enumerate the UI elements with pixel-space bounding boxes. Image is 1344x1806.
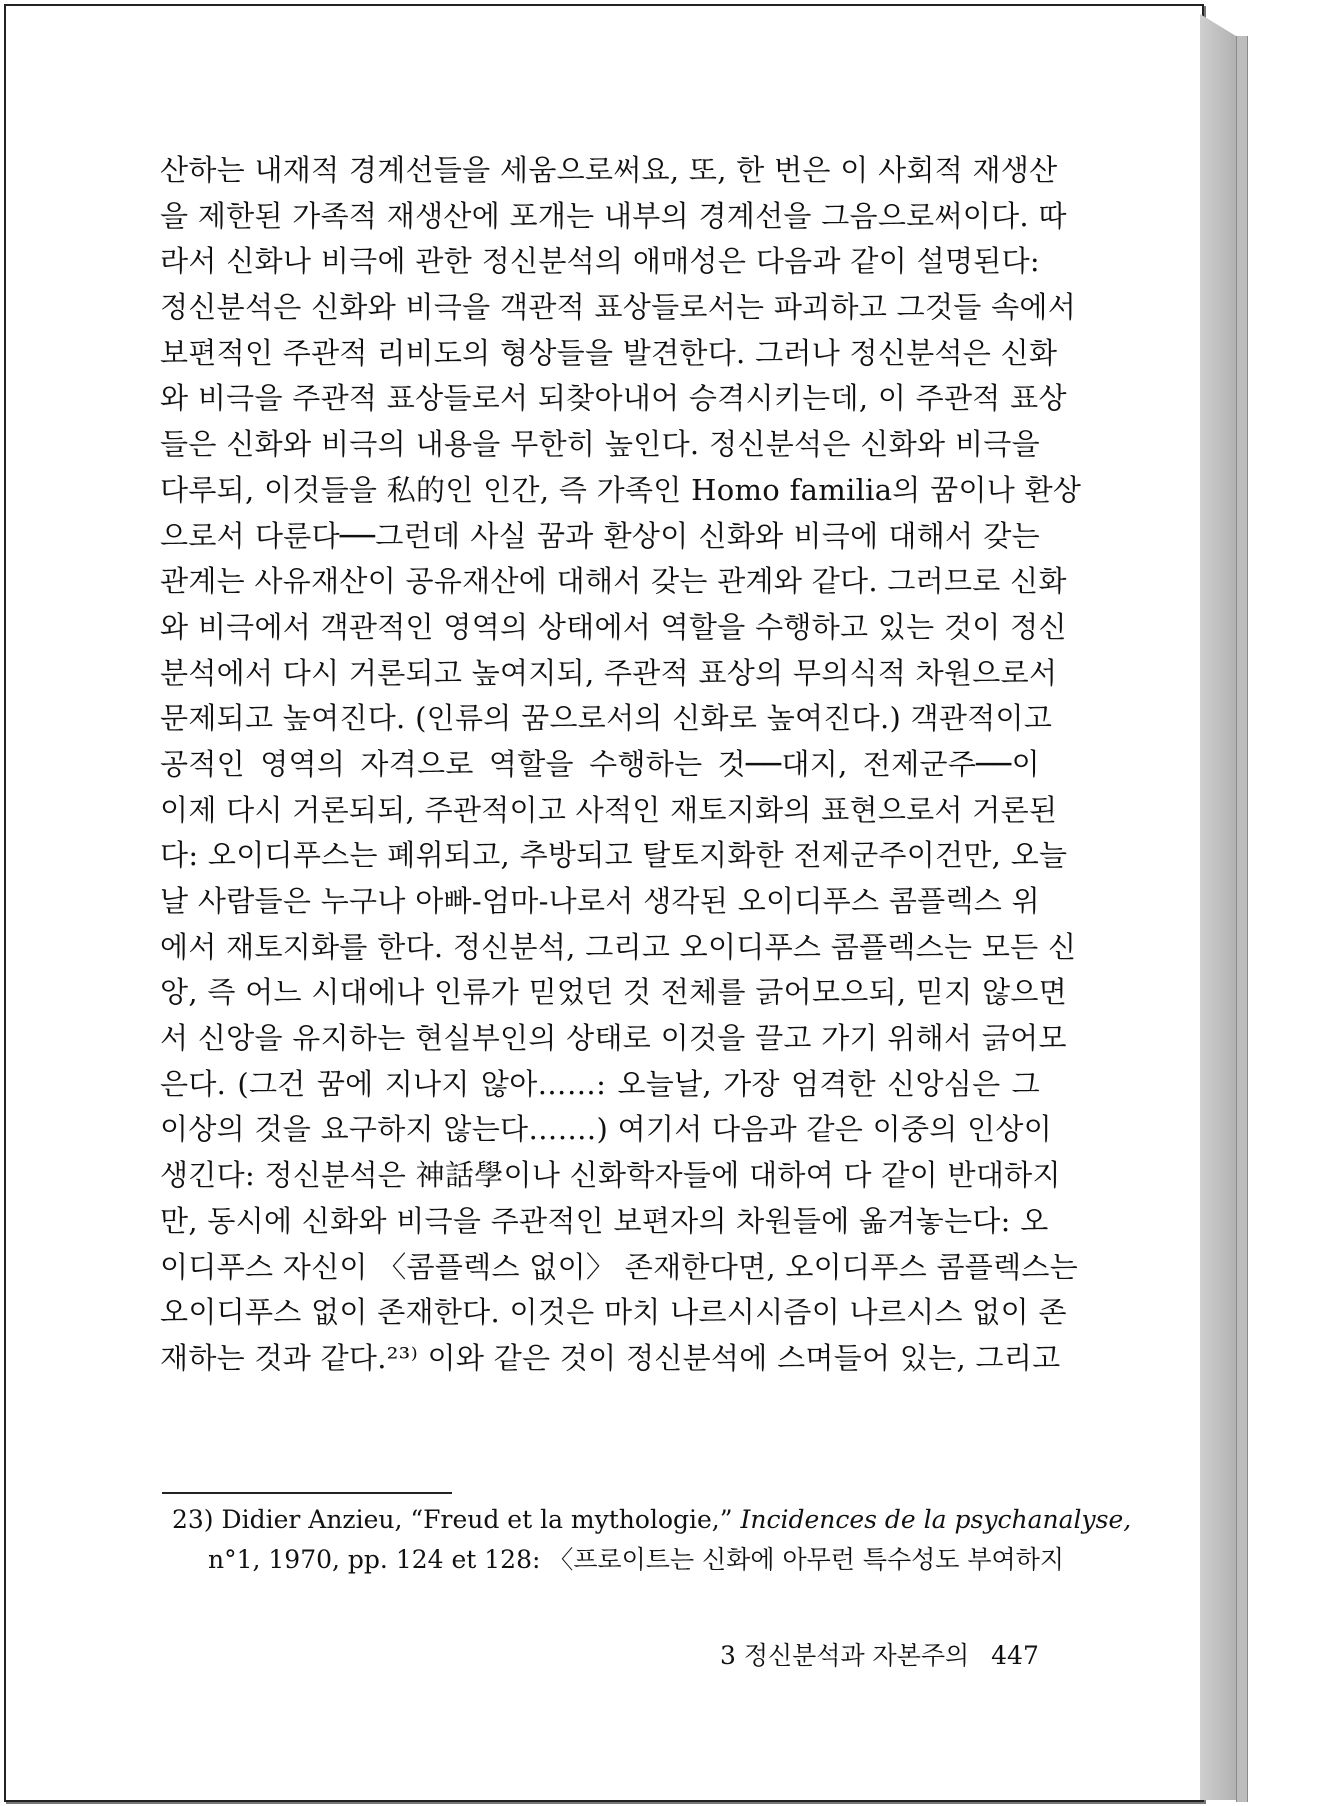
running-footer [720, 1636, 1039, 1672]
book-edge-shadow [1236, 36, 1248, 1802]
body-line: 보편적인 주관적 리비도의 형상들을 발견한다. 그러나 정신분석은 신화 [160, 335, 1058, 370]
footnote-number: 23) [172, 1505, 214, 1534]
body-line: 생긴다: 정신분석은 神話學이나 신화학자들에 대하여 다 같이 반대하지 [160, 1158, 1061, 1193]
body-line: 이디푸스 자신이 〈콤플렉스 없이〉 존재한다면, 오이디푸스 콤플렉스는 [160, 1249, 1079, 1284]
body-line: 와 비극에서 객관적인 영역의 상태에서 역할을 수행하고 있는 것이 정신 [160, 609, 1067, 644]
body-line: 재하는 것과 같다.²³⁾ 이와 같은 것이 정신분석에 스며들어 있는, 그리고 [160, 1340, 1061, 1375]
body-line: 라서 신화나 비극에 관한 정신분석의 애매성은 다음과 같이 설명된다: [160, 244, 1040, 279]
body-line: 은다. (그건 꿈에 지나지 않아……: 오늘날, 가장 엄격한 신앙심은 그 [160, 1066, 1040, 1101]
body-line: 공적인 영역의 자격으로 역할을 수행하는 것──대지, 전제군주──이 [160, 746, 1040, 781]
page-number: 447 [991, 1641, 1039, 1670]
body-line: 정신분석은 신화와 비극을 객관적 표상들로서는 파괴하고 그것들 속에서 [160, 290, 1077, 325]
body-line: 다: 오이디푸스는 폐위되고, 추방되고 탈토지화한 전제군주이건만, 오늘 [160, 838, 1068, 873]
body-line: 으로서 다룬다──그런데 사실 꿈과 환상이 신화와 비극에 대해서 갖는 [160, 518, 1040, 553]
book-edge [1200, 14, 1260, 1800]
body-line: 들은 신화와 비극의 내용을 무한히 높인다. 정신분석은 신화와 비극을 [160, 427, 1040, 462]
body-line: 문제되고 높여진다. (인류의 꿈으로서의 신화로 높여진다.) 객관적이고 [160, 701, 1053, 736]
body-line: 분석에서 다시 거론되고 높여지되, 주관적 표상의 무의식적 차원으로서 [160, 655, 1058, 690]
body-line: 이제 다시 거론되되, 주관적이고 사적인 재토지화의 표현으로서 거론된 [160, 792, 1058, 827]
footnote-line: n°1, 1970, pp. 124 et 128: 〈프로이트는 신화에 아무런 특수성도 부여하지 [208, 1545, 1064, 1574]
body-line: 날 사람들은 누구나 아빠-엄마-나로서 생각된 오이디푸스 콤플렉스 위 [160, 884, 1040, 918]
body-line: 서 신앙을 유지하는 현실부인의 상태로 이것을 끌고 가기 위해서 긁어모 [160, 1021, 1067, 1056]
body-line: 관계는 사유재산이 공유재산에 대해서 갖는 관계와 같다. 그러므로 신화 [160, 564, 1067, 599]
body-line: 다루되, 이것들을 私的인 인간, 즉 가족인 Homo familia의 꿈이나 환상 [160, 472, 1082, 507]
footnote-divider [162, 1492, 452, 1494]
footnote-author: Didier Anzieu, “Freud et la mythologie,” [221, 1505, 733, 1534]
footnote [172, 1500, 1132, 1580]
footnote-title: Incidences de la psychanalyse, [740, 1505, 1132, 1534]
body-line: 에서 재토지화를 한다. 정신분석, 그리고 오이디푸스 콤플렉스는 모든 신 [160, 929, 1077, 964]
body-line: 오이디푸스 없이 존재한다. 이것은 마치 나르시시즘이 나르시스 없이 존 [160, 1295, 1067, 1330]
body-line: 만, 동시에 신화와 비극을 주관적인 보편자의 차원들에 옮겨놓는다: 오 [160, 1203, 1049, 1238]
body-line: 앙, 즉 어느 시대에나 인류가 믿었던 것 전체를 긁어모으되, 믿지 않으면 [160, 975, 1068, 1010]
body-line: 산하는 내재적 경계선들을 세움으로써요, 또, 한 번은 이 사회적 재생산 [160, 153, 1058, 187]
body-text [160, 148, 1082, 1382]
body-line: 이상의 것을 요구하지 않는다…….) 여기서 다음과 같은 이중의 인상이 [160, 1112, 1053, 1147]
body-line: 와 비극을 주관적 표상들로서 되찾아내어 승격시키는데, 이 주관적 표상 [160, 381, 1067, 416]
body-line: 을 제한된 가족적 재생산에 포개는 내부의 경계선을 그음으로써이다. 따 [160, 198, 1067, 233]
chapter-title: 3 정신분석과 자본주의 [720, 1641, 970, 1670]
footnote-line [172, 1500, 1132, 1540]
